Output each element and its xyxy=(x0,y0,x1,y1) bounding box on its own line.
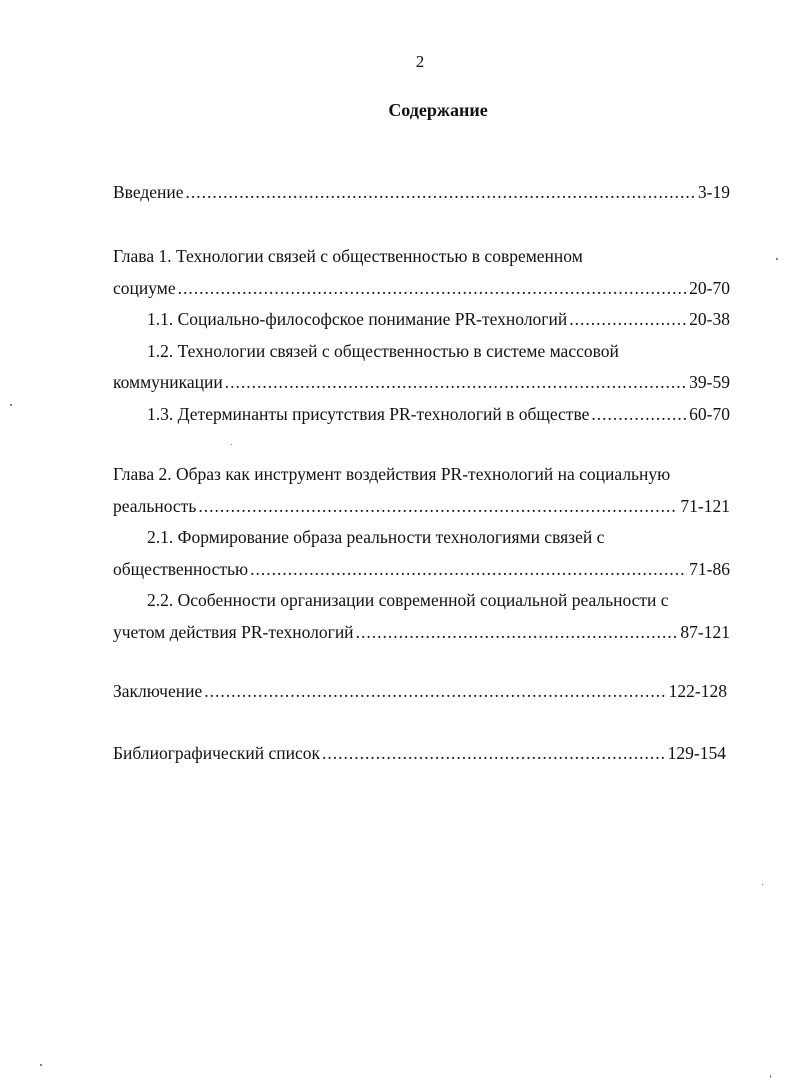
toc-entry-1-1 xyxy=(113,304,730,336)
toc-entry-2-2 xyxy=(113,617,730,649)
toc-label: 1.1. Социально-философское понимание PR-технологий xyxy=(147,309,568,329)
speck xyxy=(762,884,763,885)
toc-pages: 87-121 xyxy=(680,621,730,642)
speck xyxy=(10,404,12,406)
leader-dots xyxy=(250,554,687,586)
toc-label: Введение xyxy=(113,182,184,202)
leader-dots xyxy=(178,273,688,305)
toc-label-line: Глава 1. Технологии связей с общественностью в современном xyxy=(113,246,583,266)
leader-dots xyxy=(204,676,666,708)
toc-title: Содержание xyxy=(388,100,488,120)
leader-dots xyxy=(186,177,696,209)
toc-label: учетом действия PR-технологий xyxy=(113,621,354,642)
toc-entry-2-1 xyxy=(113,554,730,586)
toc-label-line: 1.2. Технологии связей с общественностью в системе массовой xyxy=(147,340,619,361)
toc-pages: 129-154 xyxy=(667,743,726,763)
toc-label: реальность xyxy=(113,495,197,516)
toc-pages: 71-86 xyxy=(689,558,730,579)
leader-dots xyxy=(569,304,687,336)
toc-label-line: 2.2. Особенности организации современной социальной реальности с xyxy=(147,590,669,610)
toc-entry-1-3 xyxy=(113,399,730,431)
toc-label: социуме xyxy=(113,277,176,298)
toc-label: 1.3. Детерминанты присутствия PR-технологий в обществе xyxy=(147,403,590,424)
leader-dots xyxy=(356,617,679,649)
toc-entry-intro xyxy=(113,177,730,209)
leader-dots xyxy=(198,491,678,523)
toc-label-line: 2.1. Формирование образа реальности технологиями связей с xyxy=(147,527,605,547)
toc-label: Библиографический список xyxy=(113,743,321,763)
toc-entry-chapter-2 xyxy=(113,459,730,648)
toc-entry-1-2 xyxy=(113,367,730,399)
speck xyxy=(776,258,778,260)
toc-pages: 20-70 xyxy=(689,277,730,298)
page-number: 2 xyxy=(415,52,425,71)
toc-label: общественностью xyxy=(113,558,249,579)
toc-label-line: Глава 2. Образ как инструмент воздействия PR-технологий на социальную xyxy=(113,464,671,484)
toc-entry-chapter-1 xyxy=(113,241,730,430)
toc-pages: 122-128 xyxy=(668,681,727,701)
toc-label: коммуникации xyxy=(113,372,223,392)
toc-pages: 71-121 xyxy=(680,495,730,516)
toc-entry-bibliography xyxy=(113,738,730,770)
toc-pages: 39-59 xyxy=(689,372,730,392)
leader-dots xyxy=(225,367,687,399)
toc-pages: 20-38 xyxy=(689,309,730,329)
toc-pages: 60-70 xyxy=(689,403,730,424)
leader-dots xyxy=(322,738,666,770)
toc-entry-conclusion xyxy=(113,676,730,708)
toc-pages: 3-19 xyxy=(697,182,730,202)
leader-dots xyxy=(591,399,687,431)
speck xyxy=(770,1075,771,1078)
speck xyxy=(40,1064,42,1066)
toc-label: Заключение xyxy=(113,681,203,701)
speck xyxy=(231,444,232,445)
